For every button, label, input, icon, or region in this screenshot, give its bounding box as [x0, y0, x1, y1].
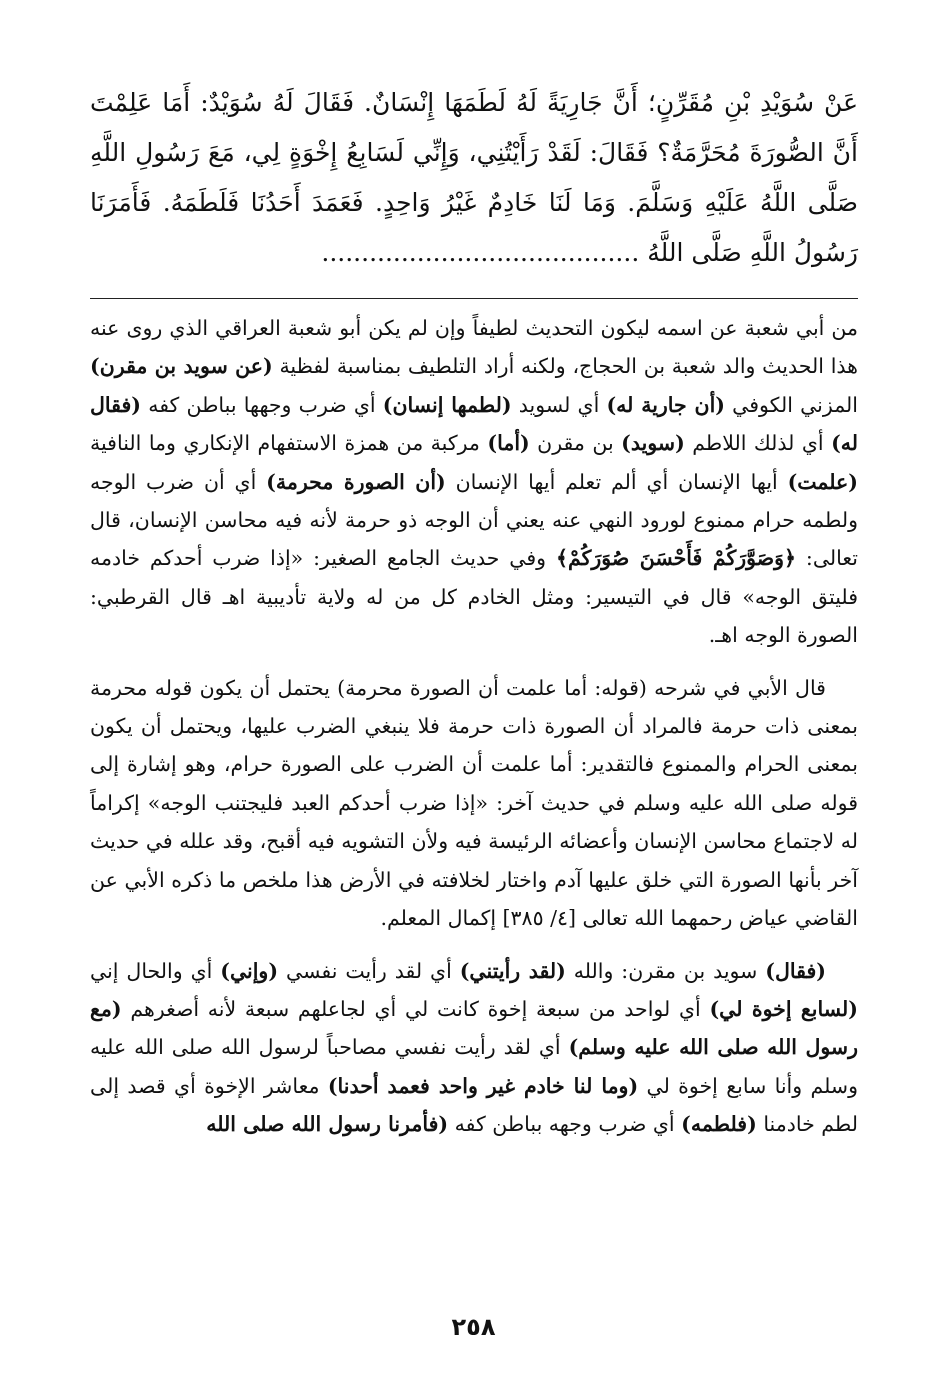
commentary-text: أي لسويد — [511, 392, 607, 417]
commentary-text: أي والحال إني — [90, 958, 221, 983]
commentary-quote: (لطمها إنسان) — [382, 392, 512, 417]
commentary-text: معاشر الإخوة أي قصد إلى لطم خادمنا — [90, 1073, 858, 1137]
commentary-text: من أبي شعبة عن اسمه ليكون التحديث لطيفاً وإن لم يكن أبو شعبة العراقي الذي روى عنه هذا الحديث والد شعبة بن الحجاج، ولكنه أراد التلطيف بمناسبة لفظية — [90, 316, 858, 379]
commentary-text: أي ضرب وجهها بباطن كفه — [141, 392, 383, 417]
commentary-text: أي ضرب وجهه بباطن كفه — [448, 1112, 682, 1137]
commentary-quote: (أن الصورة محرمة) — [266, 469, 446, 494]
hadith-text — [90, 78, 858, 278]
quran-verse: ﴿وَصَوَّرَكُمْ فَأَحْسَنَ صُوَرَكُمْ﴾ — [555, 546, 797, 571]
commentary — [90, 309, 858, 1144]
commentary-paragraph-3 — [90, 952, 858, 1144]
commentary-quote: (فقال له) — [90, 392, 859, 456]
commentary-quote: (سويد) — [621, 431, 685, 456]
commentary-quote: (لقد رأيتني) — [459, 958, 566, 983]
commentary-text: أي لذلك اللاطم — [684, 431, 832, 456]
commentary-paragraph-1 — [90, 309, 858, 655]
commentary-text: أيها الإنسان أي ألم تعلم أيها الإنسان — [445, 469, 788, 494]
commentary-text: أي لقد رأيت نفسي مصاحباً لرسول الله صلى الله عليه وسلم وأنا سابع إخوة لي — [90, 1035, 858, 1098]
footnote-divider — [90, 298, 858, 299]
commentary-quote: (فأمرنا رسول الله صلى الله — [206, 1112, 449, 1137]
commentary-quote: (فلطمه) — [681, 1112, 757, 1137]
commentary-quote: (لسابع إخوة لي) — [709, 996, 858, 1021]
commentary-text: وفي حديث الجامع الصغير: «إذا ضرب أحدكم خادمه فليتق الوجه» قال في التيسير: ومثل الخادم كل من له ولاية تأديبية اهـ قال القرطبي: الصورة الوجه اهـ. — [90, 546, 858, 648]
hadith-main: عَنْ سُوَيْدِ بْنِ مُقَرِّنٍ؛ أَنَّ جَارِيَةً لَهُ لَطَمَهَا إِنْسَانٌ. فَقَالَ لَهُ سُوَيْدٌ: أَمَا عَلِمْتَ أَنَّ الصُّورَةَ مُحَرَّمَةٌ؟ فَقَالَ: لَقَدْ رَأَيْتُنِي، وَإِنِّي لَسَابِعُ إِخْوَةٍ لِي، مَعَ رَسُولِ اللَّهِ صَلَّى اللَّهُ عَلَيْهِ وَسَلَّمَ. وَمَا لَنَا خَادِمٌ غَيْرُ وَاحِدٍ. فَعَمَدَ أَحَدُنَا فَلَطَمَهُ. فَأَمَرَنَا رَسُولُ اللَّهِ صَلَّى اللَّهُ — [90, 88, 858, 267]
page-number: ٢٥٨ — [451, 1313, 496, 1341]
commentary-paragraph-2: قال الأبي في شرحه (قوله: أما علمت أن الصورة محرمة) يحتمل أن يكون قوله محرمة بمعنى ذات حرمة فالمراد أن الصورة ذات حرمة فلا ينبغي الضرب عليها، ويحتمل أن يكون بمعنى الحرام والممنوع فالتقدير: أما علمت أن الضرب على الصورة حرام، وهو إشارة إلى قوله صلى الله عليه وسلم في حديث آخر: «إذا ضرب أحدكم العبد فليجتنب الوجه» إكراماً له لاجتماع محاسن الإنسان وأعضائه الرئيسة فيه ولأن التشويه فيه أقبح، وقد علله في حديث آخر بأنها الصورة التي خلق عليها آدم واختار لخلافته في الأرض هذا ملخص ما ذكره الأبي عن القاضي عياض رحمهما الله تعالى [٤/ ٣٨٥] إكمال المعلم. — [90, 675, 858, 931]
commentary-quote: (وما لنا خادم غير واحد فعمد أحدنا) — [327, 1073, 639, 1098]
page-body — [90, 78, 858, 1158]
commentary-quote: (أن جارية له) — [606, 392, 725, 417]
hadith-continuation: ........................................ — [321, 238, 640, 267]
commentary-text: مركبة من همزة الاستفهام الإنكاري وما النافية — [90, 431, 488, 456]
commentary-quote: (أما) — [487, 431, 530, 456]
commentary-text: أي أن ضرب الوجه ولطمه حرام ممنوع لورود النهي عنه يعني أن الوجه ذو حرمة لأنه فيه محاسن الإنسان، قال تعالى: — [90, 469, 858, 571]
commentary-text: أي لواحد من سبعة إخوة كانت لي أي لجاعلهم سبعة لأنه أصغرهم — [121, 996, 710, 1021]
commentary-quote: (فقال) — [765, 958, 826, 983]
commentary-text: المزني الكوفي — [724, 392, 858, 417]
commentary-text: سويد بن مقرن: والله — [565, 958, 766, 983]
commentary-quote: (وإني) — [220, 958, 279, 983]
commentary-quote: (عن سويد بن مقرن) — [90, 354, 273, 379]
commentary-text: بن مقرن — [529, 431, 622, 456]
commentary-text: أي لقد رأيت نفسي — [278, 958, 460, 983]
commentary-quote: (مع رسول الله صلى الله عليه وسلم) — [90, 996, 859, 1060]
commentary-quote: (علمت) — [787, 469, 858, 494]
